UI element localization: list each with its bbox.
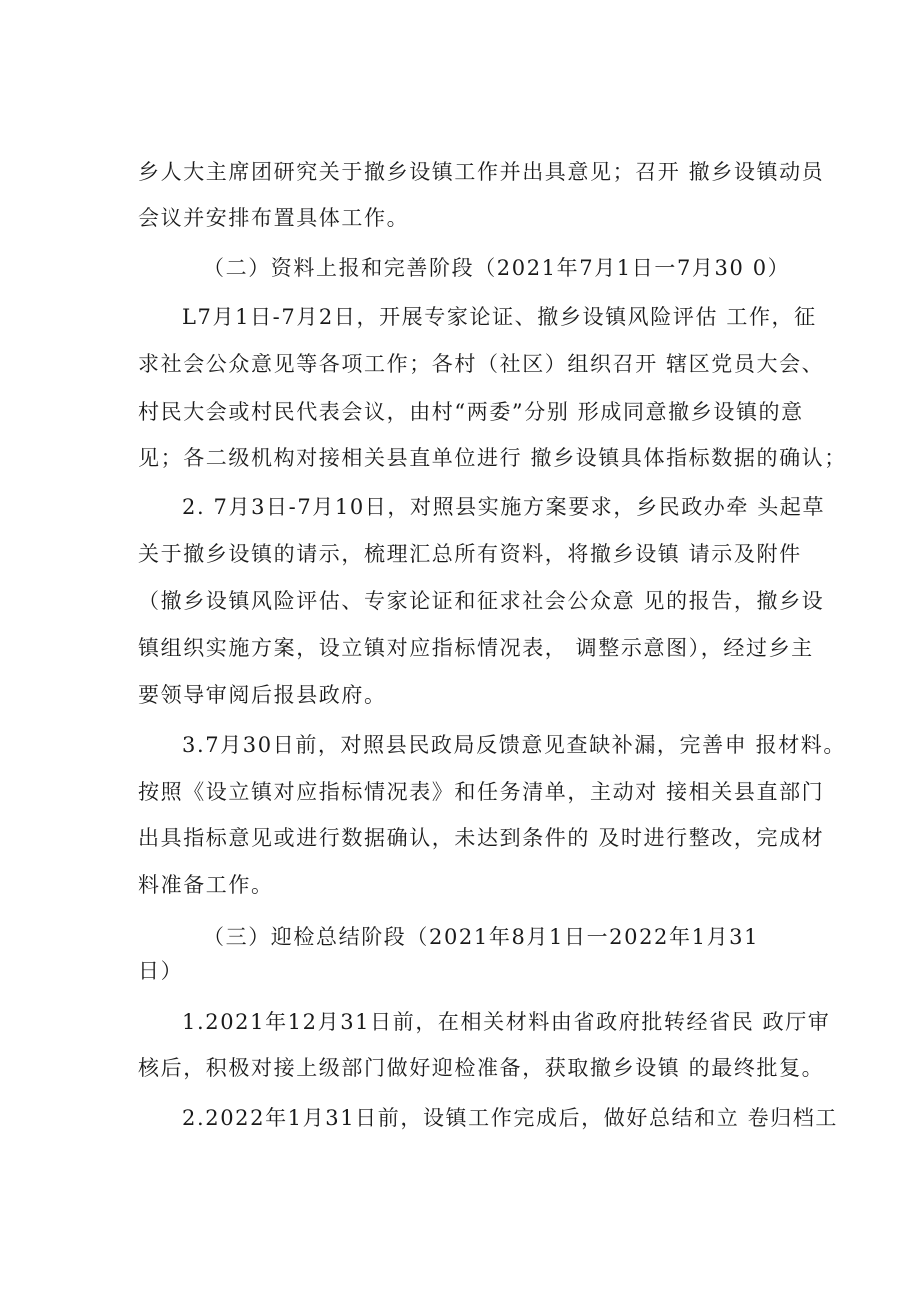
body-text-line: 见；各二级机构对接相关县直单位进行 撤乡设镇具体指标数据的确认； — [138, 446, 847, 470]
body-text-line: 要领导审阅后报县政府。 — [138, 683, 387, 707]
body-text-line: L7月1日-7月2日，开展专家论证、撤乡设镇风险评估 工作，征 — [182, 305, 817, 329]
body-text-line: 2. 7月3日-7月10日，对照县实施方案要求，乡民政办牵 头起草 — [182, 495, 826, 519]
body-text-line: 3.7月30日前，对照县民政局反馈意见查缺补漏，完善申 报材料。 — [182, 733, 846, 757]
body-text-line: 村民大会或村民代表会议，由村“两委”分别 形成同意撤乡设镇的意 — [138, 400, 804, 424]
section-heading-2: （二）资料上报和完善阶段（2021年7月1日一7月30 0） — [203, 256, 791, 280]
body-text-line: 出具指标意见或进行数据确认，未达到条件的 及时进行整改，完成材 — [138, 826, 825, 850]
body-text-line: 求社会公众意见等各项工作；各村（社区）组织召开 辖区党员大会、 — [138, 352, 825, 376]
body-text-line: 核后，积极对接上级部门做好迎检准备，获取撤乡设镇 的最终批复。 — [138, 1056, 825, 1080]
body-text-line: 2.2022年1月31日前，设镇工作完成后，做好总结和立 卷归档工 — [182, 1106, 839, 1130]
body-text-line: 1.2021年12月31日前，在相关材料由省政府批转经省民 政厅审 — [182, 1010, 831, 1034]
body-text-line: 按照《设立镇对应指标情况表》和任务清单，主动对 接相关县直部门 — [138, 780, 825, 804]
body-text-line: 乡人大主席团研究关于撤乡设镇工作并出具意见；召开 撤乡设镇动员 — [138, 160, 825, 184]
body-text-line: （撤乡设镇风险评估、专家论证和征求社会公众意 见的报告，撤乡设 — [138, 589, 825, 613]
body-text-line: 关于撤乡设镇的请示，梳理汇总所有资料，将撤乡设镇 请示及附件 — [138, 542, 802, 566]
section-heading-3-continued: 日） — [138, 959, 184, 983]
body-text-line: 料准备工作。 — [138, 873, 274, 897]
section-heading-3: （三）迎检总结阶段（2021年8月1日一2022年1月31 — [203, 925, 760, 949]
body-text-line: 会议并安排布置具体工作。 — [138, 206, 410, 230]
body-text-line: 镇组织实施方案，设立镇对应指标情况表， 调整示意图），经过乡主 — [138, 636, 814, 660]
